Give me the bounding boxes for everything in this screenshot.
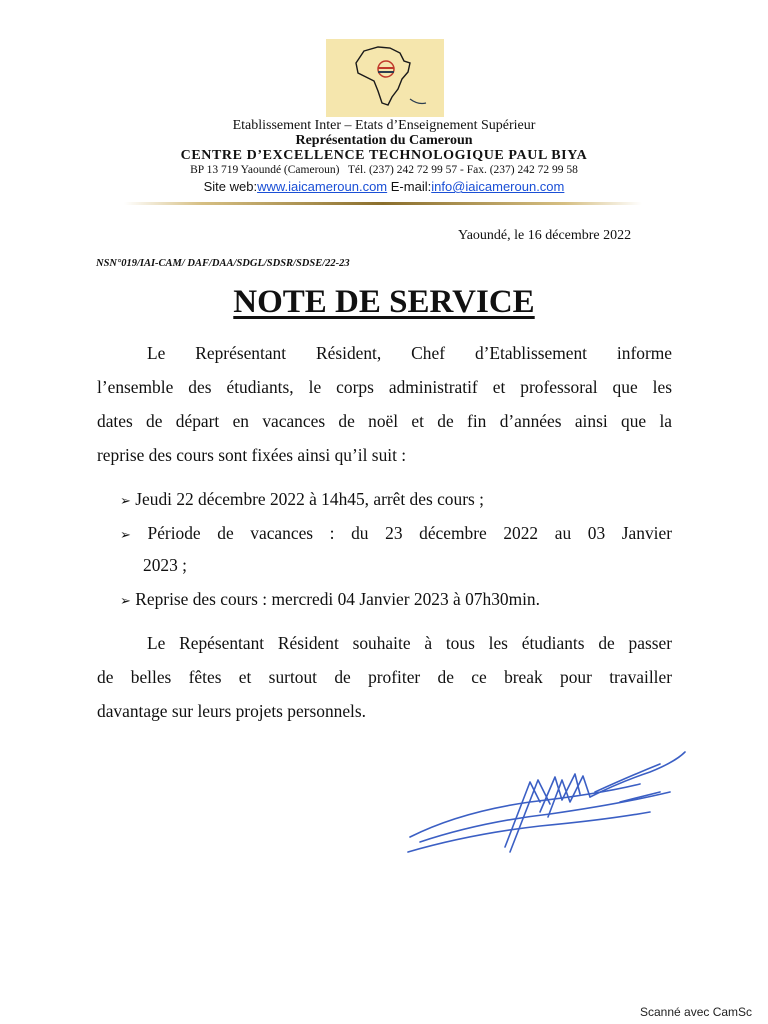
list-item: [120, 482, 672, 516]
header-line-1: Etablissement Inter – Etats d’Enseignement Supérieur: [232, 118, 536, 133]
intro-line-4: reprise des cours sont fixées ainsi qu’il suit :: [97, 445, 407, 465]
header-line-3: CENTRE D’EXCELLENCE TECHNOLOGIQUE PAUL BIYA: [180, 148, 588, 163]
arrow-bullet-icon: ➢: [120, 528, 131, 543]
arrow-bullet-icon: ➢: [120, 494, 131, 509]
email-link[interactable]: info@iaicameroun.com: [431, 179, 565, 194]
header-web-line: [0, 179, 768, 194]
closing-line-3: davantage sur leurs projets personnels.: [97, 701, 366, 721]
scanner-watermark: Scanné avec CamSc: [640, 1005, 753, 1019]
page-title: [0, 284, 768, 321]
document-date: Yaoundé, le 16 décembre 2022: [458, 228, 632, 243]
list-item-text: Reprise des cours : mercredi 04 Janvier 2023 à 07h30min.: [135, 589, 540, 609]
reference-number: NSN°019/IAI-CAM/ DAF/DAA/SDGL/SDSR/SDSE/22-23: [96, 258, 350, 269]
header-address: BP 13 719 Yaoundé (Cameroun): [190, 164, 340, 176]
closing-line-2: de belles fêtes et surtout de profiter de ce break pour travailler: [97, 667, 672, 687]
list-item: [120, 516, 672, 550]
list-item-text: Période de vacances : du 23 décembre 2022 au 03 Janvier: [147, 523, 672, 543]
header-line-2: Représentation du Cameroun: [295, 133, 473, 148]
intro-line-3: dates de départ en vacances de noël et de fin d’années ainsi que la: [97, 411, 672, 431]
header-contact-line: [0, 164, 768, 176]
signature-image: [390, 742, 690, 872]
page-title-text: NOTE DE SERVICE: [233, 284, 535, 320]
africa-map-logo-icon: [326, 39, 444, 117]
arrow-bullet-icon: ➢: [120, 594, 131, 609]
web-label: Site web:: [203, 179, 258, 194]
header-tel-fax: Tél. (237) 242 72 99 57 - Fax. (237) 242 72 99 58: [347, 164, 578, 176]
intro-line-2: l’ensemble des étudiants, le corps administratif et professoral que les: [97, 377, 672, 397]
email-label: E-mail:: [390, 179, 432, 194]
list-item-text: Jeudi 22 décembre 2022 à 14h45, arrêt des cours ;: [135, 489, 484, 509]
closing-line-1: Le Repésentant Résident souhaite à tous les étudiants de passer: [147, 633, 672, 653]
list-item: [120, 582, 672, 616]
website-link[interactable]: www.iaicameroun.com: [257, 179, 388, 194]
list-item-continuation: 2023 ;: [143, 555, 187, 575]
intro-line-1: Le Représentant Résident, Chef d’Etablissement informe: [147, 343, 672, 363]
header-divider: [124, 202, 642, 205]
institution-logo: [326, 39, 444, 117]
